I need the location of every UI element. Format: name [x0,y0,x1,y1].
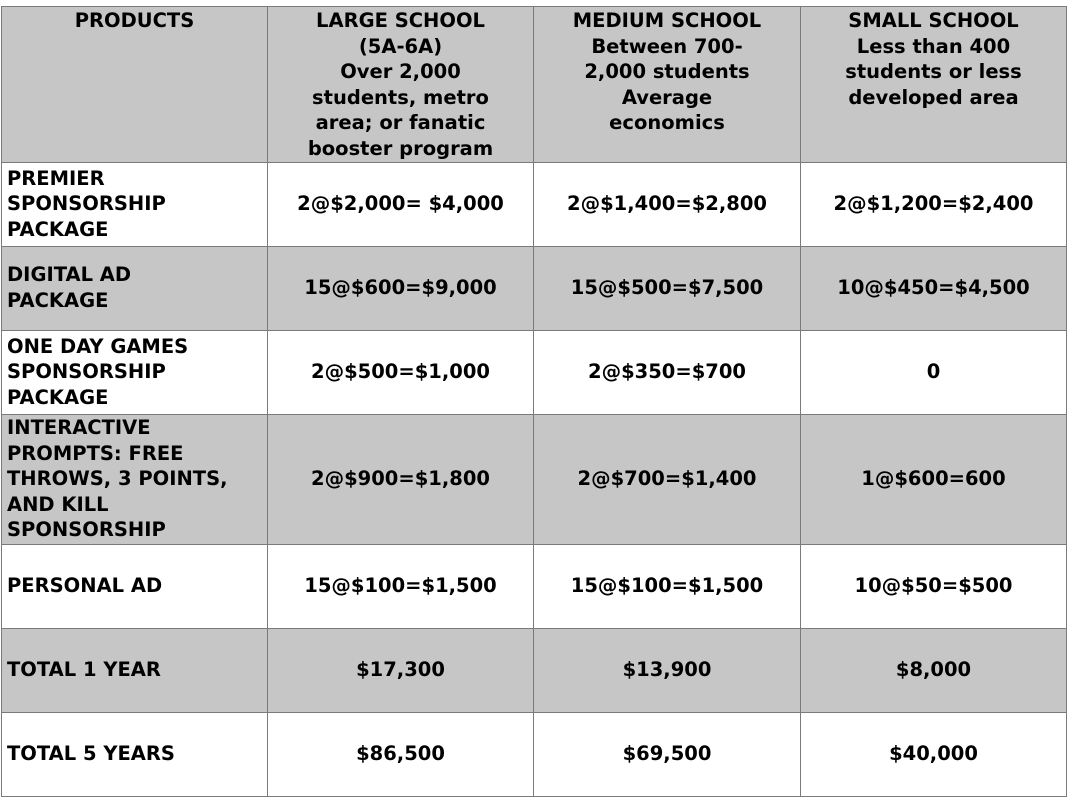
large-school-header-line: LARGE SCHOOL [316,9,485,32]
products-header-text: PRODUCTS [74,9,195,32]
small-school-value: 0 [801,330,1067,414]
large-school-header [268,7,534,163]
row-label: PERSONAL AD [2,544,268,628]
large-school-value: 2@$500=$1,000 [268,330,534,414]
pricing-table [1,6,1067,797]
large-school-value: 2@$2,000= $4,000 [268,162,534,246]
small-school-header [801,7,1067,163]
small-school-value: $40,000 [801,712,1067,796]
medium-school-header-line: MEDIUM SCHOOL [572,9,762,32]
large-school-header-line: students, metro [312,85,489,109]
large-school-value: 15@$600=$9,000 [268,246,534,330]
large-school-header-line: Over 2,000 [340,60,461,84]
medium-school-value: 2@$350=$700 [534,330,801,414]
large-school-header-line: booster program [307,136,494,160]
row-label: DIGITAL AD PACKAGE [2,246,268,330]
large-school-value: $86,500 [268,712,534,796]
medium-school-header-line: 2,000 students [584,60,750,84]
small-school-header-line: SMALL SCHOOL [848,9,1019,32]
large-school-header-line: area; or fanatic [315,111,486,135]
small-school-value: 10@$50=$500 [801,544,1067,628]
table-row-interactive-prompts [2,414,1067,544]
medium-school-value: 2@$700=$1,400 [534,414,801,544]
medium-school-value: $69,500 [534,712,801,796]
large-school-value: $17,300 [268,628,534,712]
row-label: ONE DAY GAMES SPONSORSHIP PACKAGE [2,330,268,414]
table-row-total-5-years [2,712,1067,796]
large-school-value: 15@$100=$1,500 [268,544,534,628]
medium-school-header-line: Average [621,85,713,109]
medium-school-value: $13,900 [534,628,801,712]
row-label: PREMIER SPONSORSHIP PACKAGE [2,162,268,246]
small-school-value: $8,000 [801,628,1067,712]
row-label: INTERACTIVE PROMPTS: FREE THROWS, 3 POINTS, AND KILL SPONSORSHIP [2,414,268,544]
table-row-total-1-year [2,628,1067,712]
table-row-one-day-games [2,330,1067,414]
large-school-header-line: (5A-6A) [358,34,443,58]
header-row [2,7,1067,163]
medium-school-header-line: economics [609,111,725,135]
table-row-personal-ad [2,544,1067,628]
small-school-value: 10@$450=$4,500 [801,246,1067,330]
medium-school-header [534,7,801,163]
row-label: TOTAL 1 YEAR [2,628,268,712]
small-school-value: 2@$1,200=$2,400 [801,162,1067,246]
medium-school-value: 15@$100=$1,500 [534,544,801,628]
small-school-header-line: developed area [848,85,1019,109]
medium-school-value: 2@$1,400=$2,800 [534,162,801,246]
table-row-digital-ad [2,246,1067,330]
table-row-premier-sponsorship [2,162,1067,246]
small-school-header-line: students or less [845,60,1022,84]
small-school-value: 1@$600=600 [801,414,1067,544]
large-school-value: 2@$900=$1,800 [268,414,534,544]
medium-school-header-line: Between 700- [591,34,743,58]
products-header [2,7,268,163]
row-label: TOTAL 5 YEARS [2,712,268,796]
small-school-header-line: Less than 400 [856,34,1011,58]
medium-school-value: 15@$500=$7,500 [534,246,801,330]
